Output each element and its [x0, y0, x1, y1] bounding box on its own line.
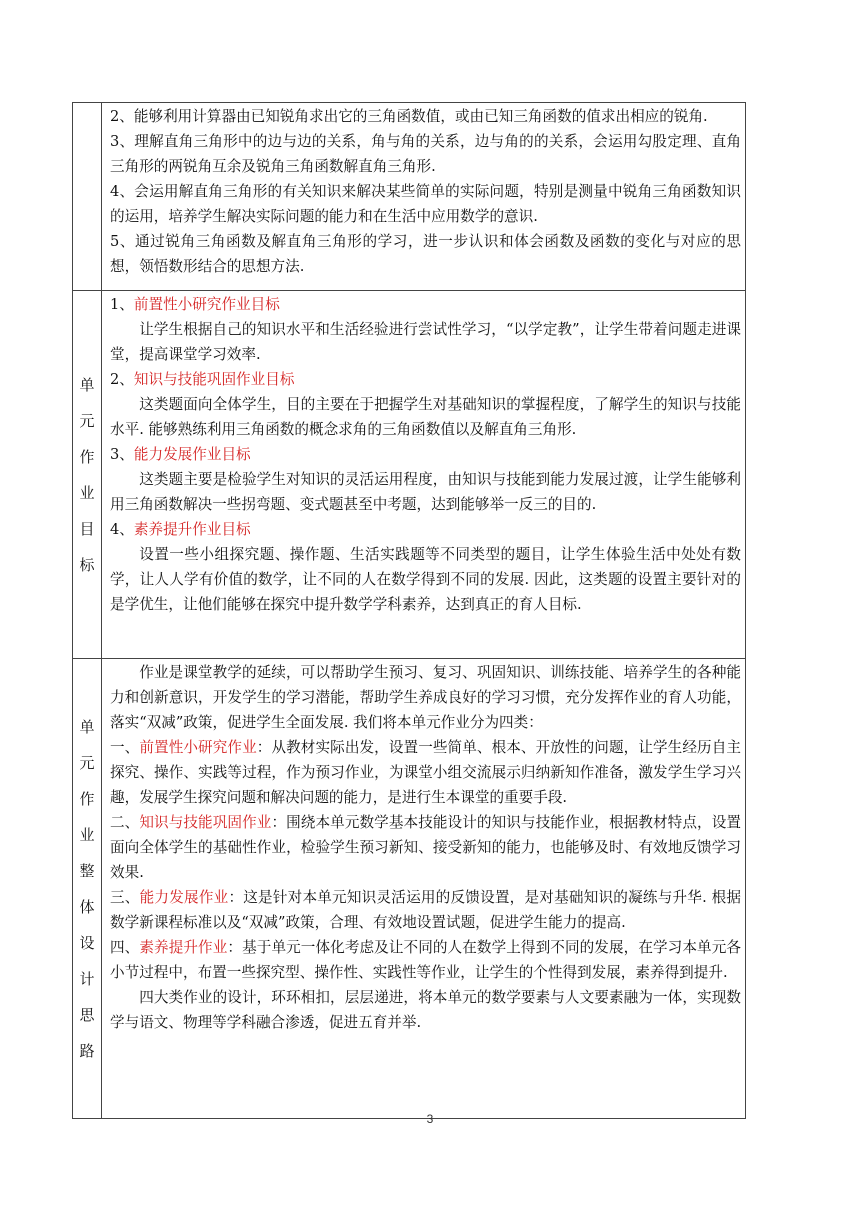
category-3: 三、能力发展作业：这是针对本单元知识灵活运用的反馈设置，是对基础知识的凝练与升华. 根据数学新课程标准以及“双减”政策，合理、有效地设置试题，促进学生能力的提高.: [110, 889, 741, 931]
category-2: 二、知识与技能巩固作业：围绕本单元数学基本技能设计的知识与技能作业，根据教材特点，设置面向全体学生的基础性作业，检验学生预习新知、接受新知的能力，也能够及时、有效地反馈学习效果.: [110, 814, 741, 881]
table-row-design-approach: [73, 659, 746, 1119]
row-label-design-approach: 单元 作业 整体 设计 思路: [73, 659, 102, 1119]
category-4: 四、素养提升作业：基于单元一体化考虑及让不同的人在数学上得到不同的发展，在学习本单元各小节过程中，布置一些探究型、操作性、实践性等作业，让学生的个性得到发展，素养得到提升.: [110, 939, 741, 981]
document-table: [72, 102, 746, 1119]
design-approach-cell: [102, 659, 746, 1119]
category-title: 知识与技能巩固作业: [139, 814, 272, 831]
goal-heading-4: 4、素养提升作业目标: [110, 521, 251, 538]
goal-heading-1: 1、前置性小研究作业目标: [110, 296, 280, 313]
objective-item-2: 2、能够利用计算器由已知锐角求出它的三角函数值，或由已知三角函数的值求出相应的锐角.: [110, 108, 708, 125]
page-number: 3: [426, 1112, 434, 1126]
category-title: 前置性小研究作业: [139, 739, 257, 756]
objective-item-3: 3、理解直角三角形中的边与边的关系，角与角的关系，边与角的的关系，会运用勾股定理、直角三角形的两锐角互余及锐角三角函数解直角三角形.: [110, 133, 741, 175]
goal-body-1: 让学生根据自己的知识水平和生活经验进行尝试性学习，“以学定教”，让学生带着问题走进课堂，提高课堂学习效率.: [110, 321, 741, 363]
design-intro: 作业是课堂教学的延续，可以帮助学生预习、复习、巩固知识、训练技能、培养学生的各种能力和创新意识，开发学生的学习潜能，帮助学生养成良好的学习习惯，充分发挥作业的育人功能，落实“双减”政策，促进学生全面发展. 我们将本单元作业分为四类：: [110, 664, 741, 731]
design-closing: 四大类作业的设计，环环相扣，层层递进，将本单元的数学要素与人文要素融为一体，实现数学与语文、物理等学科融合渗透，促进五育并举.: [110, 989, 741, 1031]
goal-heading-2: 2、知识与技能巩固作业目标: [110, 371, 295, 388]
table-row-homework-goals: [73, 291, 746, 659]
row-label-empty: [73, 103, 102, 291]
category-1: 一、前置性小研究作业：从教材实际出发，设置一些简单、根本、开放性的问题，让学生经历自主探究、操作、实践等过程，作为预习作业，为课堂小组交流展示归纳新知作准备，激发学生学习兴趣，发展学生探究问题和解决问题的能力，是进行生本课堂的重要手段.: [110, 739, 741, 806]
row-label-homework-goals: 单元 作业 目标: [73, 291, 102, 659]
goal-body-4: 设置一些小组探究题、操作题、生活实践题等不同类型的题目，让学生体验生活中处处有数学，让人人学有价值的数学，让不同的人在数学得到不同的发展. 因此，这类题的设置主要针对的是学优生，让他们能够在探究中提升数学学科素养，达到真正的育人目标.: [110, 546, 741, 613]
goal-title: 前置性小研究作业目标: [133, 296, 280, 313]
goal-title: 知识与技能巩固作业目标: [133, 371, 295, 388]
homework-goals-cell: [102, 291, 746, 659]
table-row-objectives-cont: [73, 103, 746, 291]
goal-body-2: 这类题面向全体学生，目的主要在于把握学生对基础知识的掌握程度，了解学生的知识与技能水平. 能够熟练利用三角函数的概念求角的三角函数值以及解直角三角形.: [110, 396, 741, 438]
goal-heading-3: 3、能力发展作业目标: [110, 446, 251, 463]
goal-title: 素养提升作业目标: [133, 521, 251, 538]
goal-body-3: 这类题主要是检验学生对知识的灵活运用程度，由知识与技能到能力发展过渡，让学生能够利用三角函数解决一些拐弯题、变式题甚至中考题，达到能够举一反三的目的.: [110, 471, 741, 513]
objectives-continued-cell: [102, 103, 746, 291]
category-title: 素养提升作业: [139, 939, 228, 956]
objective-item-5: 5、通过锐角三角函数及解直角三角形的学习，进一步认识和体会函数及函数的变化与对应的思想，领悟数形结合的思想方法.: [110, 233, 741, 275]
goal-title: 能力发展作业目标: [133, 446, 251, 463]
objective-item-4: 4、会运用解直角三角形的有关知识来解决某些简单的实际问题，特别是测量中锐角三角函数知识的运用，培养学生解决实际问题的能力和在生活中应用数学的意识.: [110, 183, 741, 225]
category-title: 能力发展作业: [139, 889, 229, 906]
